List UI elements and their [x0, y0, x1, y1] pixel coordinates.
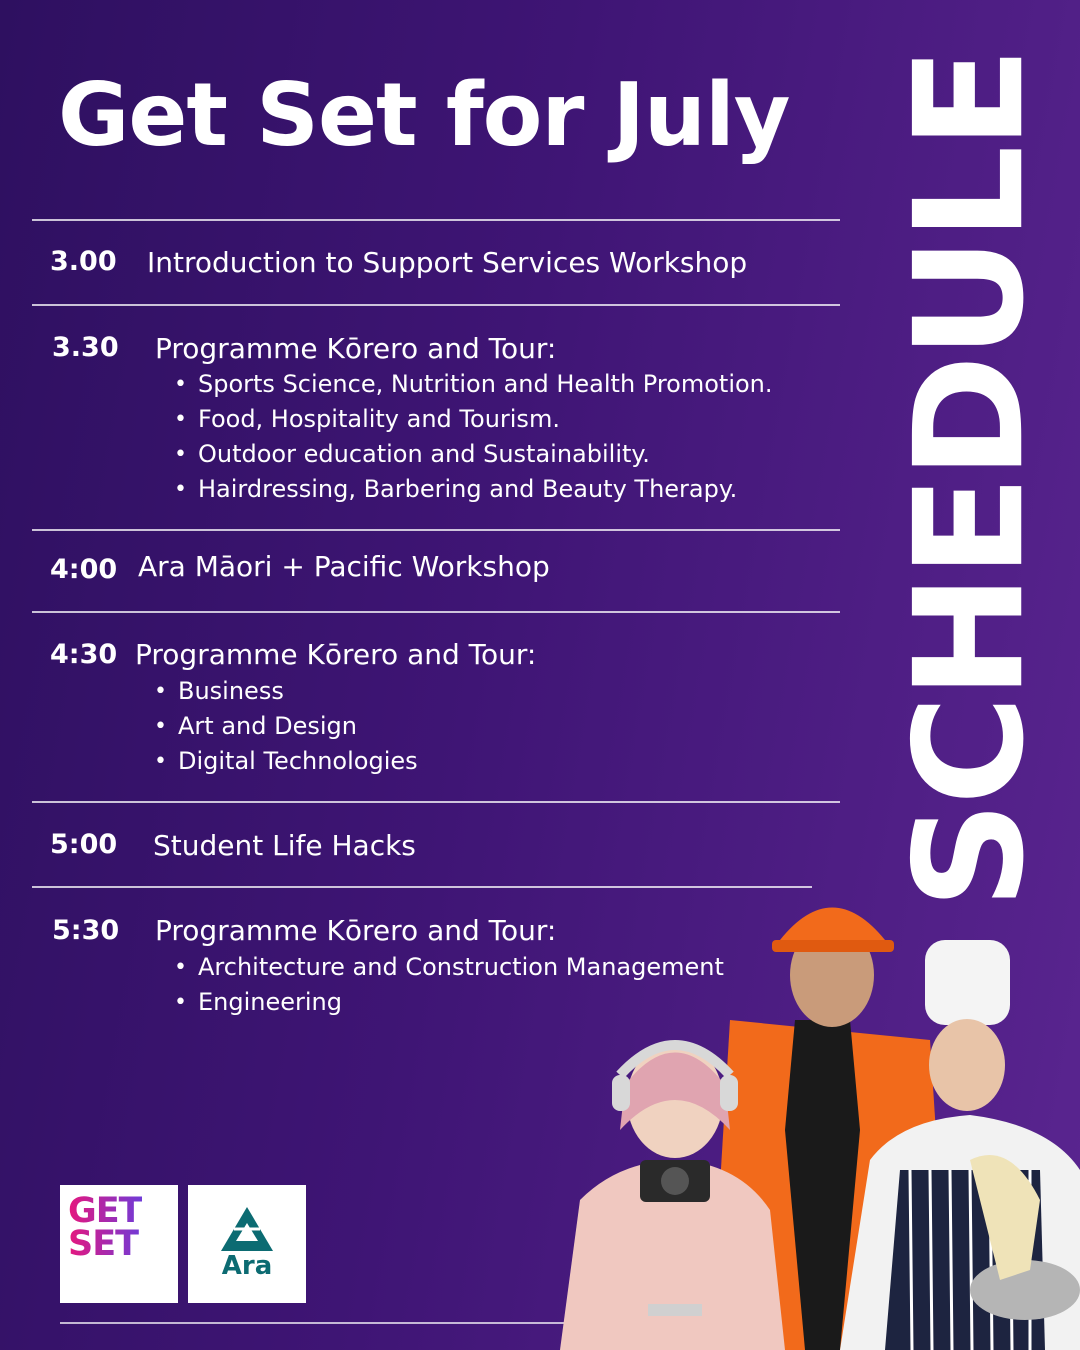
schedule-item: • Food, Hospitality and Tourism. [174, 402, 773, 437]
schedule-label: Introduction to Support Services Workshop [147, 246, 748, 279]
schedule-item: • Business [154, 674, 418, 709]
schedule-label: Programme Kōrero and Tour: [135, 638, 537, 671]
getset-logo [60, 1185, 178, 1303]
ara-logo-text: Ara [221, 1251, 273, 1281]
divider [32, 304, 840, 306]
schedule-item-list [174, 367, 773, 507]
ara-triangle-icon [218, 1205, 276, 1253]
footer-divider [60, 1322, 620, 1324]
getset-logo-line2: SET [68, 1224, 138, 1264]
schedule-item: • Architecture and Construction Management [174, 950, 724, 985]
schedule-item: • Art and Design [154, 709, 418, 744]
divider [32, 611, 840, 613]
schedule-time: 3.30 [52, 332, 119, 363]
schedule-time: 5:30 [52, 915, 120, 946]
schedule-item: • Outdoor education and Sustainability. [174, 437, 773, 472]
schedule-label: Programme Kōrero and Tour: [155, 914, 557, 947]
schedule-time: 3.00 [50, 246, 117, 277]
divider [32, 219, 840, 221]
divider [32, 529, 840, 531]
students-photo [540, 870, 1080, 1350]
page-title: Get Set for July [58, 64, 790, 166]
schedule-label: Programme Kōrero and Tour: [155, 332, 557, 365]
getset-logo-line1: GET [68, 1191, 142, 1231]
schedule-label: Ara Māori + Pacific Workshop [138, 550, 550, 583]
schedule-time: 4:30 [50, 639, 118, 670]
schedule-item: • Hairdressing, Barbering and Beauty Therapy. [174, 472, 773, 507]
schedule-label: Student Life Hacks [153, 829, 416, 862]
schedule-item: • Engineering [174, 985, 724, 1020]
divider [32, 801, 840, 803]
schedule-heading [883, 30, 1058, 930]
getset-logo-text [68, 1191, 142, 1264]
schedule-item: • Sports Science, Nutrition and Health Promotion. [174, 367, 773, 402]
schedule-heading-text: SCHEDULE [883, 50, 1058, 910]
ara-logo [188, 1185, 306, 1303]
schedule-time: 4:00 [50, 554, 118, 585]
schedule-item-list [154, 674, 418, 779]
schedule-time: 5:00 [50, 829, 118, 860]
schedule-item: • Digital Technologies [154, 744, 418, 779]
